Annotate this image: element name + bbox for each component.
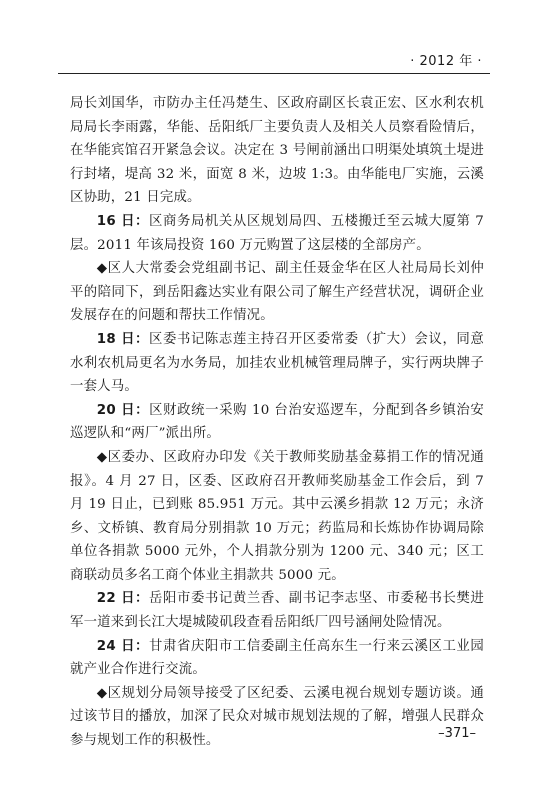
paragraph-text: 岳阳市委书记黄兰香、副书记李志坚、市委秘书长樊进军一道来到长江大堤城陵矶段查看岳阳纸厂四号涵闸处险情况。 <box>70 591 484 631</box>
paragraph <box>70 682 484 753</box>
entry-date: 22 日： <box>96 591 150 607</box>
entry-date: 16 日： <box>96 213 150 229</box>
paragraph-text: 区商务局机关从区规划局四、五楼搬迁至云城大厦第 7 层。2011 年该局投资 160 万元购置了这层楼的全部房产。 <box>70 213 484 253</box>
entry-date: 20 日： <box>96 402 150 418</box>
paragraph-text: 局长刘国华，市防办主任冯楚生、区政府副区长袁正宏、区水利农机局局长李雨露，华能、岳阳纸厂主要负责人及相关人员察看险情后，在华能宾馆召开紧急会议。决定在 3 号闸前涵出口明渠处填筑土堤进行封堵，堤高 32 米，面宽 8 米，边坡 1:3。由华能电厂实施，云溪区协助，21 日完成。 <box>70 96 484 206</box>
paragraph <box>70 210 484 257</box>
paragraph-text: 区委书记陈志莲主持召开区委常委（扩大）会议，同意水利农机局更名为水务局，加挂农业机械管理局牌子，实行两块牌子一套人马。 <box>70 331 484 395</box>
paragraph <box>70 446 484 588</box>
paragraph <box>70 587 484 634</box>
page-number: –371– <box>438 726 476 741</box>
paragraph-text: 区财政统一采购 10 台治安巡逻车，分配到各乡镇治安巡逻队和“两厂”派出所。 <box>70 402 484 442</box>
paragraph <box>70 92 484 210</box>
paragraph <box>70 257 484 328</box>
entry-date: 24 日： <box>96 638 150 654</box>
paragraph-text: ◆区规划分局领导接受了区纪委、云溪电视台规划专题访谈。通过该节目的播放，加深了民众对城市规划法规的了解，增强人民群众参与规划工作的积极性。 <box>70 685 484 749</box>
header-rule <box>58 73 490 74</box>
paragraph <box>70 328 484 399</box>
page-body <box>70 92 484 753</box>
paragraph-text: ◆区人大常委会党组副书记、副主任聂金华在区人社局局长刘仲平的陪同下，到岳阳鑫达实业有限公司了解生产经营状况，调研企业发展存在的问题和帮扶工作情况。 <box>70 261 484 324</box>
header-year: · 2012 年 · <box>410 54 482 69</box>
paragraph <box>70 399 484 446</box>
paragraph-text: 甘肃省庆阳市工信委副主任高东生一行来云溪区工业园就产业合作进行交流。 <box>70 638 484 678</box>
paragraph <box>70 635 484 682</box>
entry-date: 18 日： <box>96 331 150 347</box>
paragraph-text: ◆区委办、区政府办印发《关于教师奖励基金募捐工作的情况通报》。4 月 27 日，区委、区政府召开教师奖励基金工作会后，到 7 月 19 日止，已到账 85.951 万元。其中云溪乡捐款 12 万元；永济乡、文桥镇、教育局分别捐款 10 万元；药监局和长炼协作协调局除单位各捐款 5000 元外，个人捐款分别为 1200 元、340 元；区工商联动员多名工商个体业主捐款共 5000 元。 <box>70 449 484 583</box>
